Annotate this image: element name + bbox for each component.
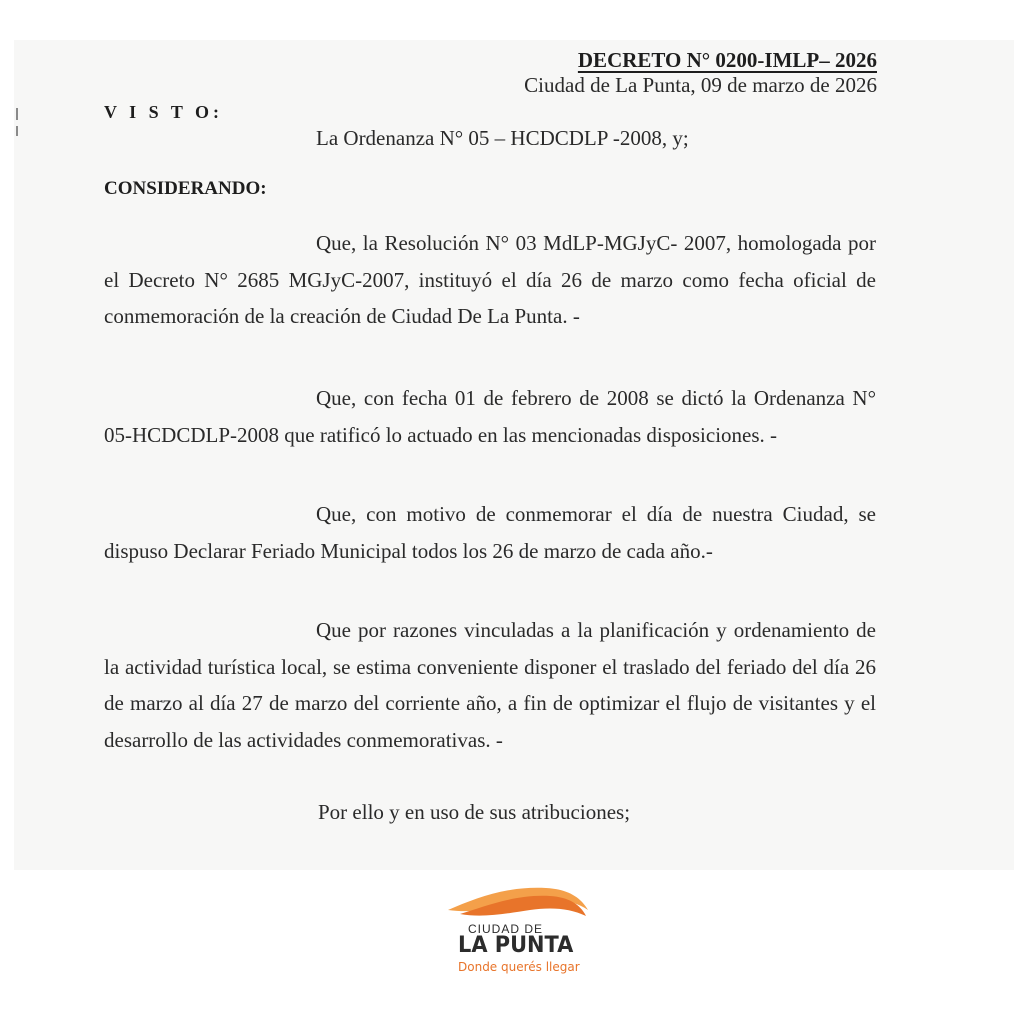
city-logo xyxy=(446,880,596,980)
scan-edge-mark xyxy=(16,108,18,120)
decree-number: DECRETO N° 0200-IMLP– 2026 xyxy=(577,48,877,72)
considerando-paragraph: Que, la Resolución N° 03 MdLP-MGJyC- 2007, homologada por el Decreto N° 2685 MGJyC-2007, instituyó el día 26 de marzo como fecha oficial de conmemoración de la creación de Ciudad De La Punta. - xyxy=(104,231,876,328)
logo-text-line1: CIUDAD DE xyxy=(468,922,544,936)
scan-edge-mark xyxy=(16,126,18,136)
considerando-paragraph: Que, con motivo de conmemorar el día de nuestra Ciudad, se dispuso Declarar Feriado Municipal todos los 26 de marzo de cada año.- xyxy=(104,502,876,563)
considerando-heading: CONSIDERANDO: xyxy=(104,178,267,199)
decree-date: Ciudad de La Punta, 09 de marzo de 2026 xyxy=(524,73,877,97)
visto-heading: V I S T O: xyxy=(104,102,224,122)
closing-line: Por ello y en uso de sus atribuciones; xyxy=(318,800,631,824)
visto-text: La Ordenanza N° 05 – HCDCDLP -2008, y; xyxy=(316,126,689,150)
considerando-paragraph: Que, con fecha 01 de febrero de 2008 se dictó la Ordenanza N° 05-HCDCDLP-2008 que ratificó lo actuado en las mencionadas disposiciones. - xyxy=(104,386,876,447)
logo-swoosh-icon xyxy=(446,880,596,928)
logo-tagline: Donde querés llegar xyxy=(458,960,580,974)
considerando-paragraph: Que por razones vinculadas a la planificación y ordenamiento de la actividad turística local, se estima conveniente disponer el traslado del feriado del día 26 de marzo al día 27 de marzo del corriente año, a fin de optimizar el flujo de visitantes y el desarrollo de las actividades conmemorativas. - xyxy=(104,618,876,752)
logo-text-line2: LA PUNTA xyxy=(458,933,574,958)
